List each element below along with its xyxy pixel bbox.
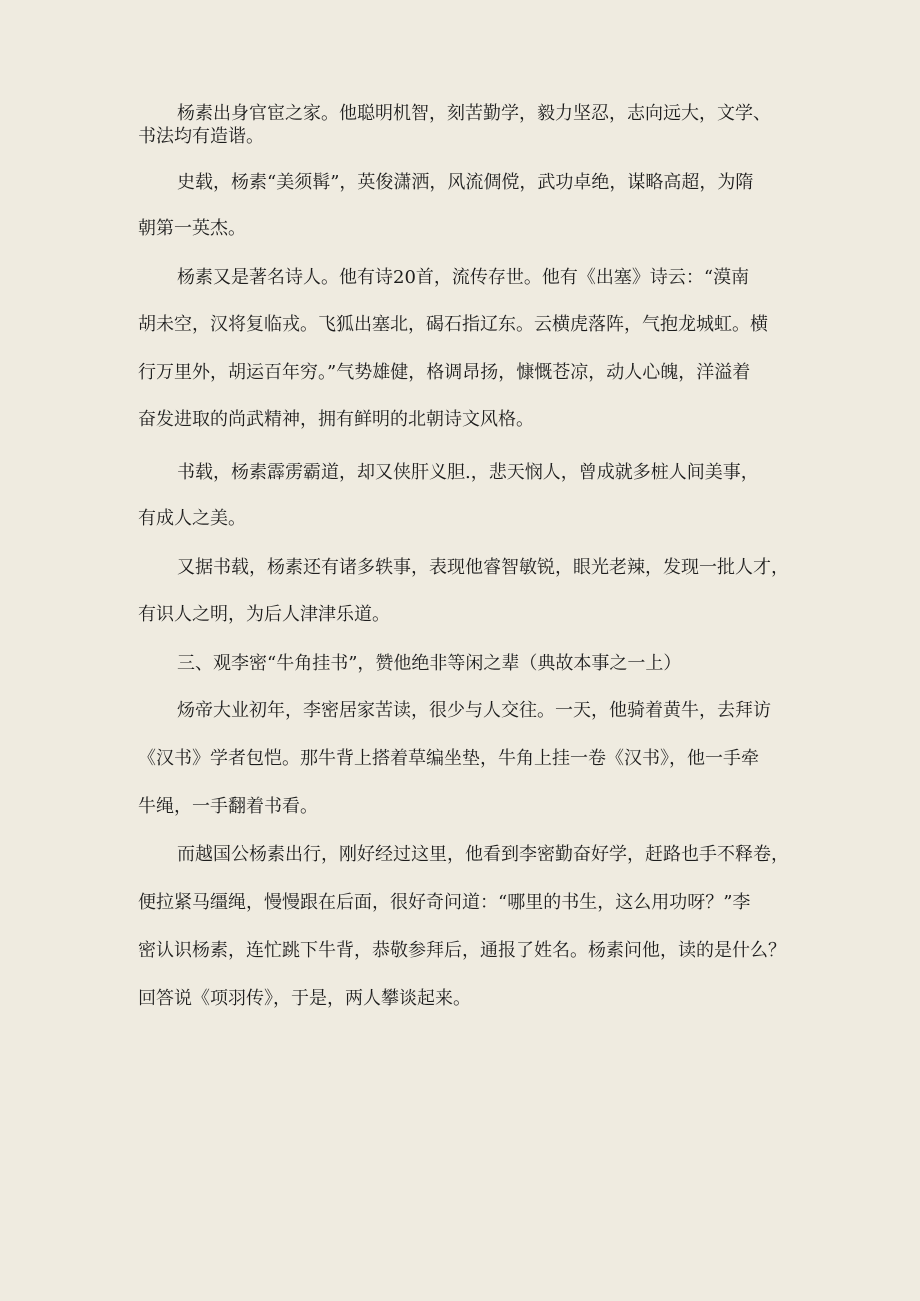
text-line: 杨素又是著名诗人。他有诗20首，流传存世。他有《出塞》诗云：“漠南 — [177, 267, 750, 288]
section-heading: 三、观李密“牛角挂书”，赞他绝非等闲之辈（典故本事之一上） — [177, 653, 682, 674]
text-line: 有成人之美。 — [138, 508, 246, 529]
text-line: 杨素出身官宦之家。他聪明机智，刻苦勤学，毅力坚忍，志向远大，文学、 — [177, 103, 771, 124]
text-line: 炀帝大业初年，李密居家苦读，很少与人交往。一天，他骑着黄牛，去拜访 — [177, 700, 771, 721]
text-line: 行万里外，胡运百年穷。”气势雄健，格调昂扬，慷慨苍凉，动人心魄，洋溢着 — [138, 362, 751, 383]
text-line: 书法均有造谐。 — [138, 126, 264, 147]
text-line: 密认识杨素，连忙跳下牛背，恭敬参拜后，通报了姓名。杨素问他，读的是什么？ — [138, 940, 786, 961]
text-line: 有识人之明，为后人津津乐道。 — [138, 604, 390, 625]
text-line: 奋发进取的尚武精神，拥有鲜明的北朝诗文风格。 — [138, 409, 534, 430]
text-line: 回答说《项羽传》，于是，两人攀谈起来。 — [138, 988, 471, 1009]
text-line: 《汉书》学者包恺。那牛背上搭着草编坐垫，牛角上挂一卷《汉书》，他一手牵 — [138, 748, 759, 769]
text-line: 史载，杨素“美须髯”，英俊潇洒，风流倜傥，武功卓绝，谋略高超，为隋 — [177, 172, 754, 193]
text-line: 牛绳，一手翻着书看。 — [138, 796, 318, 817]
text-line: 而越国公杨素出行，刚好经过这里，他看到李密勤奋好学，赶路也手不释卷， — [177, 844, 789, 865]
text-line: 书载，杨素霹雳霸道，却又侠肝义胆.，悲天悯人，曾成就多桩人间美事， — [177, 462, 759, 483]
text-line: 又据书载，杨素还有诸多轶事，表现他睿智敏锐，眼光老辣，发现一批人才， — [177, 557, 789, 578]
text-line: 胡未空，汉将复临戎。飞狐出塞北，碣石指辽东。云横虎落阵，气抱龙城虹。横 — [138, 314, 768, 335]
text-line: 便拉紧马缰绳，慢慢跟在后面，很好奇问道：“哪里的书生，这么用功呀？”李 — [138, 892, 751, 913]
text-line: 朝第一英杰。 — [138, 218, 246, 239]
